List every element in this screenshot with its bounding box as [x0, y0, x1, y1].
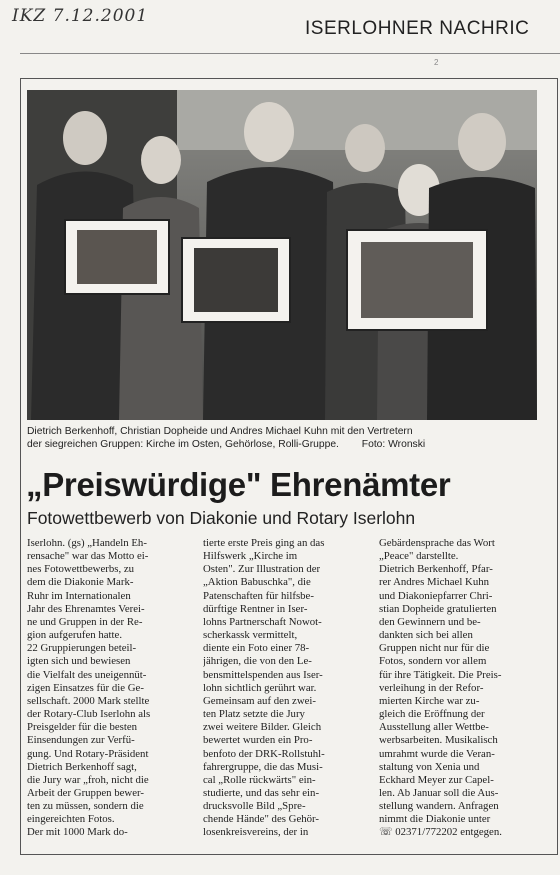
article-text-line: Arbeit der Gruppen bewer-	[27, 786, 144, 799]
article-text-line: lohns Partnerschaft Nowot-	[203, 615, 322, 628]
article-text-line: ne und Gruppen in der Re-	[27, 615, 143, 628]
caption-line: der siegreichen Gruppen: Kirche im Osten, Gehörlose, Rolli-Gruppe. Foto: Wronski	[27, 438, 426, 450]
article-text-line: cal „Rolle rückwärts" ein-	[203, 773, 316, 786]
article-text-line: Jahr des Ehrenamtes Verei-	[27, 602, 145, 615]
article-text-line: gung. Und Rotary-Präsident	[27, 747, 149, 760]
article-text-line: studierte, und das sehr ein-	[203, 786, 320, 799]
article-text-line: umrahmt wurde die Veran-	[379, 747, 495, 760]
article-text-line: bensmittelspenden aus Iser-	[203, 668, 323, 681]
article-column-2	[203, 537, 363, 840]
article-text-line: der Rotary-Club Iserlohn als	[27, 708, 151, 721]
article-text-line: ten zu müssen, sondern die	[27, 800, 144, 813]
article-text-line: „Peace" darstellte.	[379, 550, 459, 563]
article-text-line: tierte erste Preis ging an das	[203, 537, 325, 549]
article-text-line: fahrergruppe, die das Musi-	[203, 760, 323, 773]
article-text-line: Osten". Zur Illustration der	[203, 563, 321, 576]
article-text-line: gion aufgerufen hatte.	[27, 629, 123, 642]
article-text-line: Preisgelder für die besten	[27, 721, 138, 734]
article-text-line: den Gewinnern und be-	[379, 615, 481, 628]
article-text-line: losenkreisvereins, der in	[203, 826, 309, 839]
article-text-line: scherkassk vermittelt,	[203, 629, 298, 642]
article-text-line: Hilfswerk „Kirche im	[203, 550, 298, 563]
article-text-line: verleihung in der Refor-	[379, 681, 484, 694]
caption-line: Dietrich Berkenhoff, Christian Dopheide und Andres Michael Kuhn mit den Vertretern	[27, 426, 413, 437]
article-subheadline: Fotowettbewerb von Diakonie und Rotary Iserlohn	[27, 508, 416, 528]
article-text-line: Gruppen nicht nur für die	[379, 642, 490, 655]
article-text-line: dankten sich bei allen	[379, 629, 473, 642]
article-text-line: Dietrich Berkenhoff, Pfar-	[379, 563, 493, 576]
article-text-line: werbsarbeiten. Musikalisch	[379, 734, 498, 747]
article-text-line: gleich die Eröffnung der	[379, 708, 485, 721]
article-text-line: und Diakoniepfarrer Chri-	[379, 589, 493, 602]
article-text-line: zigen Einsatzes für die Ge-	[27, 681, 144, 694]
article-text-line: Iserlohn. (gs) „Handeln Eh-	[27, 537, 147, 549]
article-text-line: drucksvolle Bild „Spre-	[203, 800, 306, 813]
article-text-line: für ihre Tätigkeit. Die Preis-	[379, 668, 502, 681]
article-text-line: Fotos, sondern vor allem	[379, 655, 487, 668]
article-text-line: nes Fotowettbewerbs, zu	[27, 563, 135, 576]
article-text-line: dem die Diakonie Mark-	[27, 576, 134, 589]
article-text-line: ten Platz setzte die Jury	[203, 708, 305, 721]
article-text-line: Der mit 1000 Mark do-	[27, 826, 128, 839]
article-text-line: stian Dopheide gratulierten	[379, 602, 497, 615]
article-text-line: chende Hände" des Gehör-	[203, 813, 320, 826]
article-headline: „Preiswürdige" Ehrenämter	[26, 466, 451, 503]
article-text-line: „Aktion Babuschka", die	[203, 576, 311, 589]
article-text-line: Ruhr im Internationalen	[27, 589, 131, 602]
article-text-line: benfoto der DRK-Rollstuhl-	[203, 747, 325, 760]
article-text-line: Ausstellung aller Wettbe-	[379, 721, 489, 734]
article-text-line: dürftige Rentner in Iser-	[203, 602, 308, 615]
article-text-line: len. Ab Januar soll die Aus-	[379, 786, 499, 799]
photo-caption	[27, 426, 542, 451]
article-text-line: bewertet wurden ein Pro-	[203, 734, 313, 747]
newspaper-masthead: ISERLOHNER NACHRIC	[305, 18, 530, 39]
group-photo-illustration	[27, 90, 537, 420]
article-text-line: mierten Kirche war zu-	[379, 694, 480, 707]
article-text-line: lohn sichtlich gerührt war.	[203, 681, 317, 694]
article-text-line: jährigen, die von den Le-	[203, 655, 312, 668]
article-text-line: eingereichten Fotos.	[27, 813, 115, 826]
article-text-line: sellschaft. 2000 Mark stellte	[27, 694, 150, 707]
article-column-1	[27, 537, 187, 840]
article-photo	[27, 90, 537, 420]
article-text-line: igten sich und bewiesen	[27, 655, 131, 668]
article-text-line: diente ein Foto einer 78-	[203, 642, 310, 655]
page-mark: 2	[434, 58, 439, 67]
article-text-line: staltung von Xenia und	[379, 760, 480, 773]
article-text-line: Dietrich Berkenhoff sagt,	[27, 760, 137, 773]
article-text-line: Einsendungen zur Verfü-	[27, 734, 135, 747]
masthead-rule	[20, 53, 560, 54]
article-text-line: zwei weitere Bilder. Gleich	[203, 721, 322, 734]
handwritten-date-note: IKZ 7.12.2001	[12, 6, 149, 26]
article-text-line: Eckhard Meyer zur Capel-	[379, 773, 494, 786]
article-text-line: die Vielfalt des uneigennüt-	[27, 668, 147, 681]
article-text-line: rensache" war das Motto ei-	[27, 550, 149, 563]
article-text-line: die Jury war „froh, nicht die	[27, 773, 149, 786]
article-column-3	[379, 537, 539, 840]
article-text-line: 22 Gruppierungen beteil-	[27, 642, 137, 655]
article-text-line: Patenschaften für hilfsbe-	[203, 589, 314, 602]
article-text-line: Gebärdensprache das Wort	[379, 537, 495, 549]
article-text-line: rer Andres Michael Kuhn	[379, 576, 490, 589]
article-text-line: stellung wandern. Anfragen	[379, 800, 499, 813]
article-text-line: ☏ 02371/772202 entgegen.	[379, 826, 502, 839]
article-text-line: nimmt die Diakonie unter	[379, 813, 491, 826]
article-text-line: Gemeinsam auf den zwei-	[203, 694, 317, 707]
